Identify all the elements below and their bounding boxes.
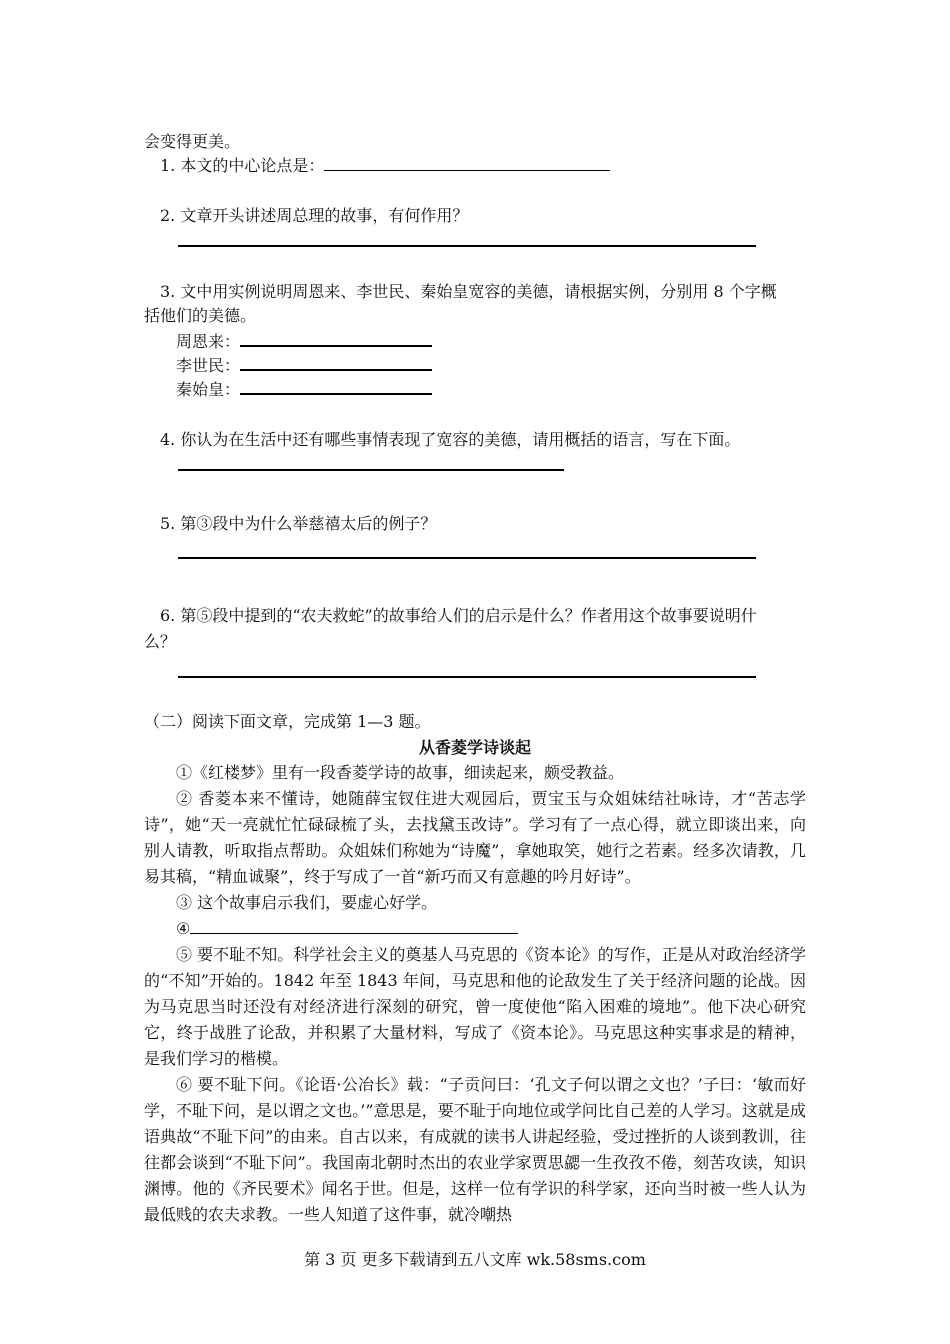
paragraph-4 <box>144 916 806 942</box>
answer-blank-p4[interactable] <box>190 917 518 934</box>
question-1 <box>160 154 830 178</box>
question-3-line2: 括他们的美德。 <box>144 306 257 325</box>
question-6-line1: 6. 第⑤段中提到的“农夫救蛇”的故事给人们的启示是什么？作者用这个故事要说明什 <box>160 606 757 625</box>
paragraph-6: ⑥ 要不耻下问。《论语·公冶长》载：“子贡问曰：‘孔文子何以谓之文也？’子曰：‘敏而好学，不耻下问，是以谓之文也。’”意思是，要不耻于向地位或学问比自己差的人学习。这就是成语典故“不耻下问”的由来。自古以来，有成就的读书人讲起经验，受过挫折的人谈到教训，往往都会谈到“不耻下问”。我国南北朝时杰出的农业学家贾思勰一生孜孜不倦，刻苦攻读，知识渊博。他的《齐民要术》闻名于世。但是，这样一位有学识的科学家，还向当时被一些人认为最低贱的农夫求教。一些人知道了这件事，就冷嘲热 <box>144 1075 806 1224</box>
question-1-text: 1. 本文的中心论点是： <box>160 156 325 175</box>
question-5: 5. 第③段中为什么举慈禧太后的例子？ <box>160 514 437 533</box>
paragraph-2: ② 香菱本来不懂诗，她随薛宝钗住进大观园后，贾宝玉与众姐妹结社咏诗，才“苦志学诗”，她“天一亮就忙忙碌碌梳了头，去找黛玉改诗”。学习有了一点心得，就立即谈出来，向别人请教，听取指点帮助。众姐妹们称她为“诗魔”，拿她取笑，她行之若素。经多次请教，几易其稿，“精血诚聚”，终于写成了一首“新巧而又有意趣的吟月好诗”。 <box>144 789 806 886</box>
answer-blank-zhou[interactable] <box>240 329 432 347</box>
paragraph-3: ③ 这个故事启示我们，要虚心好学。 <box>176 893 438 912</box>
question-4: 4. 你认为在生活中还有哪些事情表现了宽容的美德，请用概括的语言，写在下面。 <box>160 430 741 449</box>
paragraph-4-number: ④ <box>176 919 191 938</box>
page-footer: 第 3 页 更多下载请到五八文库 wk.58sms.com <box>304 1250 646 1269</box>
question-3-qin <box>176 377 846 402</box>
section-2-intro: （二）阅读下面文章，完成第 1—3 题。 <box>144 712 431 731</box>
question-3-zhou <box>176 329 846 354</box>
question-3-line1: 3. 文中用实例说明周恩来、李世民、秦始皇宽容的美德，请根据实例，分别用 8 个字概 <box>160 282 777 301</box>
answer-line-6[interactable] <box>178 676 756 678</box>
paragraph-1: ①《红楼梦》里有一段香菱学诗的故事，细读起来，颇受教益。 <box>176 763 625 782</box>
answer-line-4[interactable] <box>178 469 564 471</box>
li-label: 李世民： <box>176 356 241 375</box>
question-6-line2: 么？ <box>144 632 177 651</box>
qin-label: 秦始皇： <box>176 380 241 399</box>
question-3-li <box>176 353 846 378</box>
article-title: 从香菱学诗谈起 <box>418 738 531 757</box>
answer-blank-1[interactable] <box>324 154 610 171</box>
question-2: 2. 文章开头讲述周总理的故事，有何作用？ <box>160 206 469 225</box>
answer-blank-qin[interactable] <box>240 377 432 395</box>
answer-blank-li[interactable] <box>240 353 432 371</box>
answer-line-2[interactable] <box>178 245 756 247</box>
answer-line-5[interactable] <box>178 557 756 559</box>
zhou-label: 周恩来： <box>176 332 241 351</box>
top-text: 会变得更美。 <box>144 132 241 151</box>
paragraph-5: ⑤ 要不耻不知。科学社会主义的奠基人马克思的《资本论》的写作，正是从对政治经济学的“不知”开始的。1842 年至 1843 年间，马克思和他的论敌发生了关于经济问题的论战。因为马克思当时还没有对经济进行深刻的研究，曾一度使他“陷入困难的境地”。他下决心研究它，终于战胜了论敌，并积累了大量材料，写成了《资本论》。马克思这种实事求是的精神，是我们学习的楷模。 <box>144 945 806 1068</box>
